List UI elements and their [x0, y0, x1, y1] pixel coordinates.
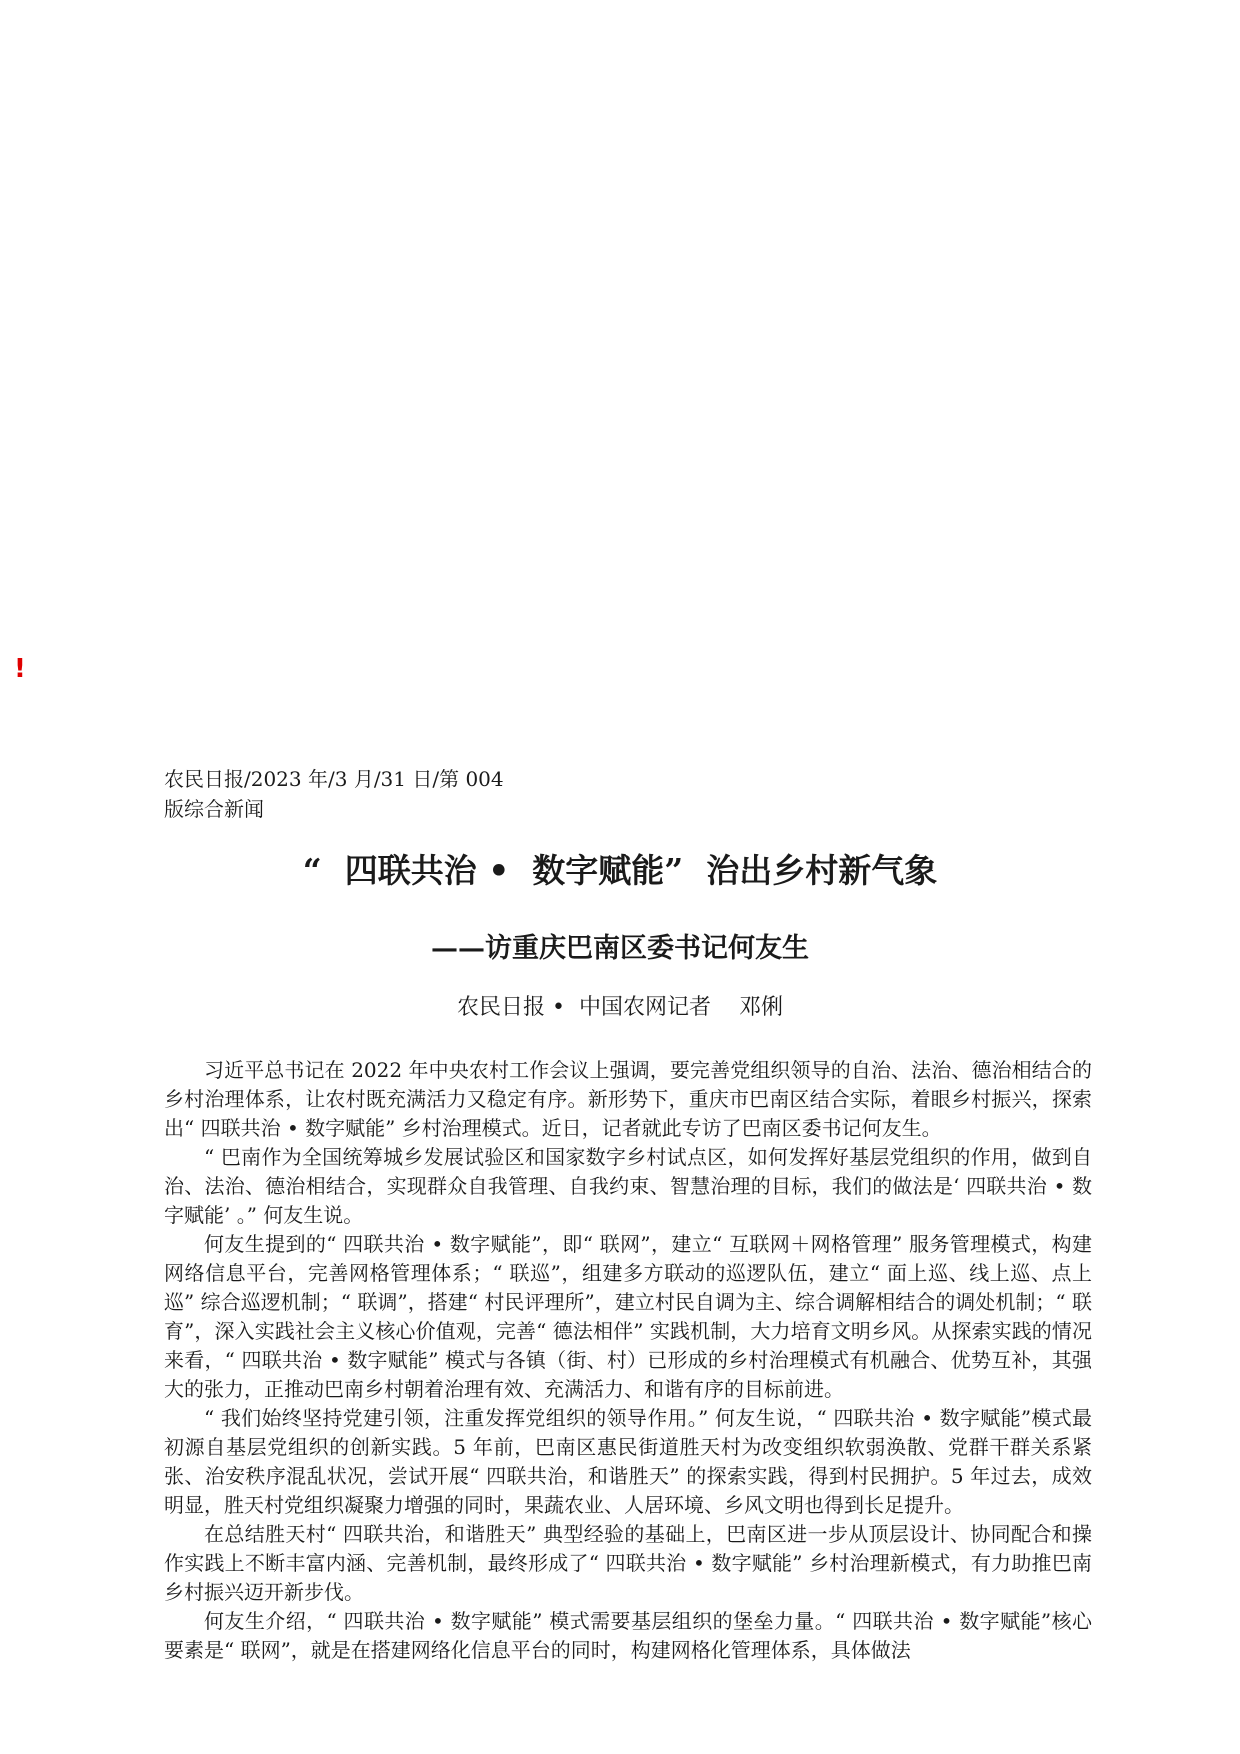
source-line-2: 版综合新闻: [164, 797, 264, 821]
article-body: [164, 1056, 1092, 1665]
paragraph: 在总结胜天村“ 四联共治，和谐胜天” 典型经验的基础上，巴南区进一步从顶层设计、协同配合和操作实践上不断丰富内涵、完善机制，最终形成了“ 四联共治 • 数字赋能” 乡村治理新模式，有力助推巴南乡村振兴迈开新步伐。: [164, 1522, 1092, 1604]
paragraph: “ 巴南作为全国统筹城乡发展试验区和国家数字乡村试点区，如何发挥好基层党组织的作用，做到自治、法治、德治相结合，实现群众自我管理、自我约束、智慧治理的目标，我们的做法是‘ 四联共治 • 数字赋能’ 。” 何友生说。: [164, 1145, 1092, 1227]
article-subheadline: ——访重庆巴南区委书记何友生: [431, 933, 809, 964]
source-line-1: 农民日报/2023 年/3 月/31 日/第 004: [164, 767, 504, 791]
article-byline: 农民日报 • 中国农网记者 邓俐: [457, 995, 783, 1020]
paragraph: “ 我们始终坚持党建引领，注重发挥党组织的领导作用。” 何友生说，“ 四联共治 • 数字赋能”模式最初源自基层党组织的创新实践。5 年前，巴南区惠民街道胜天村为改变组织软弱涣散、党群干群关系紧张、治安秩序混乱状况，尝试开展“ 四联共治，和谐胜天” 的探索实践，得到村民拥护。5 年过去，成效明显，胜天村党组织凝聚力增强的同时，果蔬农业、人居环境、乡风文明也得到长足提升。: [164, 1406, 1092, 1517]
source-line: [164, 764, 584, 824]
page-mark: !: [14, 654, 26, 684]
paragraph: 习近平总书记在 2022 年中央农村工作会议上强调，要完善党组织领导的自治、法治、德治相结合的乡村治理体系，让农村既充满活力又稳定有序。新形势下，重庆市巴南区结合实际，着眼乡村振兴，探索出“ 四联共治 • 数字赋能” 乡村治理模式。近日，记者就此专访了巴南区委书记何友生。: [164, 1058, 1092, 1140]
paragraph: 何友生提到的“ 四联共治 • 数字赋能”，即“ 联网”，建立“ 互联网＋网格管理” 服务管理模式，构建网络信息平台，完善网格管理体系；“ 联巡”，组建多方联动的巡逻队伍，建立“ 面上巡、线上巡、点上巡” 综合巡逻机制；“ 联调”，搭建“ 村民评理所”，建立村民自调为主、综合调解相结合的调处机制；“ 联育”，深入实践社会主义核心价值观，完善“ 德法相伴” 实践机制，大力培育文明乡风。从探索实践的情况来看，“ 四联共治 • 数字赋能” 模式与各镇（街、村）已形成的乡村治理模式有机融合、优势互补，其强大的张力，正推动巴南乡村朝着治理有效、充满活力、和谐有序的目标前进。: [164, 1232, 1092, 1401]
article-headline: “ 四联共治 • 数字赋能” 治出乡村新气象: [302, 851, 938, 890]
paragraph: 何友生介绍，“ 四联共治 • 数字赋能” 模式需要基层组织的堡垒力量。“ 四联共治 • 数字赋能”核心要素是“ 联网”，就是在搭建网络化信息平台的同时，构建网格化管理体系，具体做法: [164, 1609, 1092, 1662]
